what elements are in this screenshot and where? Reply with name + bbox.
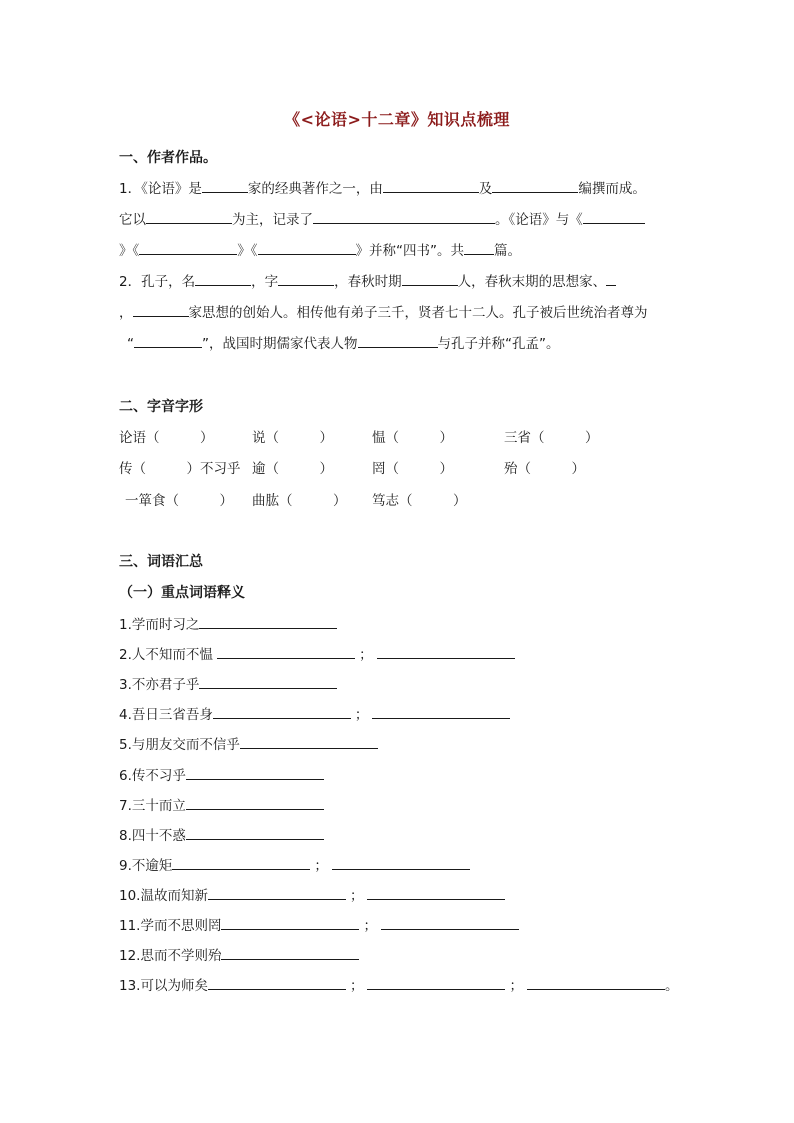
separator: ；	[354, 707, 369, 724]
blank[interactable]	[195, 271, 251, 286]
pronunciation-item: 传（ ）不习乎	[119, 461, 241, 477]
pronunciation-item: 一箪食（ ）	[125, 493, 233, 509]
text: ，春秋时期	[334, 274, 402, 290]
section-heading-vocabulary: 三、词语汇总	[119, 554, 203, 570]
separator: ；	[509, 978, 523, 995]
answer-blank[interactable]	[381, 915, 519, 930]
answer-blank[interactable]	[208, 975, 346, 990]
blank[interactable]	[402, 271, 458, 286]
pronunciation-item: 论语（ ）	[119, 430, 214, 446]
vocabulary-term: 4.吾日三省吾身	[119, 707, 213, 724]
answer-blank[interactable]	[186, 765, 324, 780]
answer-blank[interactable]	[332, 855, 470, 870]
subsection-heading-key-words: （一）重点词语释义	[119, 585, 245, 601]
blank[interactable]	[358, 333, 438, 348]
answer-blank[interactable]	[172, 855, 310, 870]
vocabulary-item	[119, 765, 324, 785]
blank[interactable]	[134, 333, 202, 348]
blank[interactable]	[606, 271, 616, 286]
vocabulary-item	[119, 915, 519, 935]
text: 及	[478, 181, 493, 197]
vocabulary-term: 11.学而不思则罔	[119, 918, 222, 934]
text: 》并称“四书”。共	[355, 243, 464, 259]
vocabulary-item	[119, 644, 515, 664]
blank[interactable]	[583, 209, 645, 224]
separator: ；	[359, 647, 373, 664]
pronunciation-item: 曲肱（ ）	[252, 493, 347, 509]
blank[interactable]	[139, 240, 237, 255]
vocabulary-item	[119, 885, 505, 905]
answer-blank[interactable]	[372, 704, 510, 719]
vocabulary-term: 5.与朋友交而不信乎	[119, 737, 240, 754]
vocabulary-term: 13.可以为师矣	[119, 978, 208, 995]
vocabulary-item	[119, 674, 337, 694]
text: ，	[119, 305, 133, 321]
separator: ；	[314, 857, 328, 874]
separator: ；	[349, 978, 364, 995]
text: 与孔子并称“孔孟”。	[437, 336, 560, 352]
section-heading-pronunciation: 二、字音字形	[119, 399, 203, 415]
vocabulary-item	[119, 945, 359, 965]
vocabulary-item	[119, 614, 337, 634]
vocabulary-item	[119, 734, 378, 754]
text: 人，春秋末期的思想家、	[457, 274, 607, 290]
answer-blank[interactable]	[377, 644, 515, 659]
text: 家思想的创始人。相传他有弟子三千，贤者七十二人。孔子被后世统治者尊为	[188, 305, 648, 321]
blank[interactable]	[133, 302, 189, 317]
blank[interactable]	[383, 178, 479, 193]
vocabulary-term: 8.四十不惑	[119, 827, 186, 844]
author-line-4	[119, 271, 616, 291]
text: 为主，记录了	[232, 212, 313, 228]
vocabulary-term: 1.学而时习之	[119, 617, 200, 633]
blank[interactable]	[146, 209, 232, 224]
vocabulary-item	[119, 704, 510, 724]
end-punctuation: 。	[664, 978, 679, 995]
answer-blank[interactable]	[199, 674, 337, 689]
vocabulary-item	[119, 795, 324, 815]
text: 1．《论语》是	[119, 181, 202, 197]
text: 。《论语》与《	[495, 212, 583, 228]
blank[interactable]	[313, 209, 495, 224]
answer-blank[interactable]	[213, 704, 351, 719]
text: “	[127, 336, 134, 352]
vocabulary-term: 10.温故而知新	[119, 887, 208, 904]
text: 》《	[237, 243, 258, 259]
author-line-6	[127, 333, 560, 353]
separator: ；	[349, 887, 364, 904]
author-line-3	[119, 240, 521, 260]
answer-blank[interactable]	[199, 614, 337, 629]
pronunciation-item: 逾（ ）	[252, 461, 333, 477]
answer-blank[interactable]	[186, 795, 324, 810]
author-line-5	[119, 302, 648, 322]
blank[interactable]	[464, 240, 494, 255]
text: 它以	[119, 212, 146, 228]
answer-blank[interactable]	[221, 915, 359, 930]
text: 2．孔子，名	[119, 274, 196, 290]
vocabulary-term: 9.不逾矩	[119, 857, 173, 874]
text: 家的经典著作之一，由	[247, 181, 383, 197]
pronunciation-item: 愠（ ）	[372, 430, 453, 446]
blank[interactable]	[492, 178, 578, 193]
author-line-1	[119, 178, 646, 198]
section-heading-author: 一、作者作品。	[119, 150, 217, 166]
separator: ；	[363, 918, 377, 934]
vocabulary-term: 2.人不知而不愠	[119, 647, 218, 664]
blank[interactable]	[278, 271, 334, 286]
text: ”，战国时期儒家代表人物	[202, 336, 358, 352]
text: 编撰而成。	[578, 181, 646, 197]
vocabulary-term: 3.不亦君子乎	[119, 677, 200, 694]
vocabulary-item	[119, 855, 470, 875]
answer-blank[interactable]	[240, 734, 378, 749]
pronunciation-item: 笃志（ ）	[372, 493, 467, 509]
answer-blank[interactable]	[186, 825, 324, 840]
vocabulary-term: 7.三十而立	[119, 797, 186, 814]
blank[interactable]	[202, 178, 248, 193]
vocabulary-term: 6.传不习乎	[119, 767, 186, 784]
pronunciation-item: 说（ ）	[252, 430, 333, 446]
answer-blank[interactable]	[208, 885, 346, 900]
pronunciation-item: 三省（ ）	[504, 430, 599, 446]
answer-blank[interactable]	[367, 975, 505, 990]
document-title: 《<论语>十二章》知识点梳理	[284, 110, 510, 129]
pronunciation-item: 罔（ ）	[372, 461, 453, 477]
answer-blank[interactable]	[221, 945, 359, 960]
vocabulary-item	[119, 975, 678, 995]
pronunciation-item: 殆（ ）	[504, 461, 585, 477]
text: 》《	[119, 243, 140, 259]
author-line-2	[119, 209, 645, 229]
vocabulary-item	[119, 825, 324, 845]
text: 篇。	[494, 243, 521, 259]
text: ，字	[251, 274, 279, 290]
answer-blank[interactable]	[217, 644, 355, 659]
answer-blank[interactable]	[367, 885, 505, 900]
vocabulary-term: 12.思而不学则殆	[119, 948, 222, 965]
blank[interactable]	[258, 240, 356, 255]
answer-blank[interactable]	[527, 975, 665, 990]
